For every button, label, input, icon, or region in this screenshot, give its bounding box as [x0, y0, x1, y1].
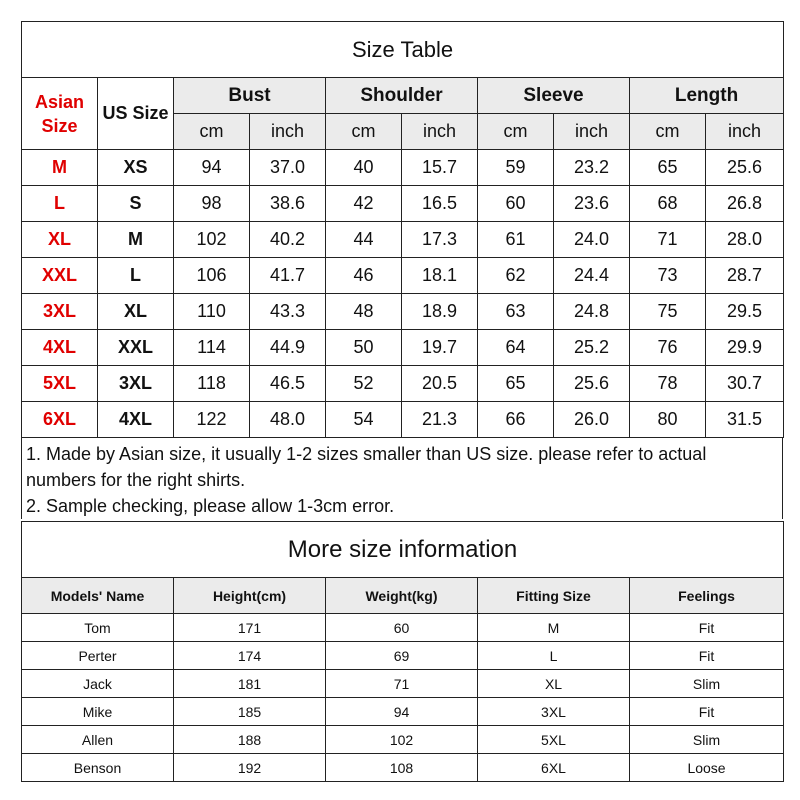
measurement-cell: 63: [478, 294, 554, 330]
measurement-cell: 29.5: [706, 294, 784, 330]
size-row: [22, 294, 784, 330]
measurement-cell: 18.9: [402, 294, 478, 330]
note-1: 1. Made by Asian size, it usually 1-2 sizes smaller than US size. please refer to actual numbers for the right shirts.: [26, 444, 707, 490]
measurement-cell: 118: [174, 366, 250, 402]
weight-cell: 94: [326, 698, 478, 726]
measurement-cell: 41.7: [250, 258, 326, 294]
measurement-cell: 28.0: [706, 222, 784, 258]
measurement-cell: 24.8: [554, 294, 630, 330]
asian-size-cell: 6XL: [22, 402, 98, 438]
height-cell: 188: [174, 726, 326, 754]
fitting-size-cell: M: [478, 614, 630, 642]
measurement-cell: 23.6: [554, 186, 630, 222]
measurement-cell: 44: [326, 222, 402, 258]
feeling-cell: Fit: [630, 614, 784, 642]
size-row: [22, 150, 784, 186]
feeling-cell: Fit: [630, 698, 784, 726]
model-name-cell: Perter: [22, 642, 174, 670]
measurement-cell: 19.7: [402, 330, 478, 366]
weight-cell: 60: [326, 614, 478, 642]
height-cell: 171: [174, 614, 326, 642]
measurement-cell: 30.7: [706, 366, 784, 402]
bust-header: Bust: [174, 78, 326, 114]
size-row: [22, 222, 784, 258]
asian-size-cell: M: [22, 150, 98, 186]
fitting-size-cell: 5XL: [478, 726, 630, 754]
measurement-cell: 25.6: [554, 366, 630, 402]
measurement-cell: 65: [478, 366, 554, 402]
measurement-cell: 76: [630, 330, 706, 366]
unit-cm-header: cm: [630, 114, 706, 150]
measurement-cell: 106: [174, 258, 250, 294]
height-cell: 174: [174, 642, 326, 670]
size-table: [21, 21, 784, 438]
measurement-cell: 50: [326, 330, 402, 366]
height-cell: 185: [174, 698, 326, 726]
measurement-cell: 38.6: [250, 186, 326, 222]
measurement-cell: 44.9: [250, 330, 326, 366]
measurement-cell: 75: [630, 294, 706, 330]
weight-header: Weight(kg): [326, 578, 478, 614]
measurement-cell: 25.2: [554, 330, 630, 366]
asian-size-cell: XXL: [22, 258, 98, 294]
measurement-cell: 26.8: [706, 186, 784, 222]
measurement-cell: 54: [326, 402, 402, 438]
asian-size-cell: XL: [22, 222, 98, 258]
size-row: [22, 366, 784, 402]
us-size-cell: S: [98, 186, 174, 222]
asian-size-cell: L: [22, 186, 98, 222]
measurement-cell: 29.9: [706, 330, 784, 366]
model-row: [22, 642, 784, 670]
measurement-cell: 18.1: [402, 258, 478, 294]
asian-size-header: Asian Size: [22, 78, 98, 150]
measurement-cell: 48.0: [250, 402, 326, 438]
measurement-cell: 21.3: [402, 402, 478, 438]
measurement-cell: 24.0: [554, 222, 630, 258]
fitting-size-cell: L: [478, 642, 630, 670]
weight-cell: 71: [326, 670, 478, 698]
model-row: [22, 670, 784, 698]
size-row: [22, 402, 784, 438]
unit-cm-header: cm: [326, 114, 402, 150]
model-name-cell: Benson: [22, 754, 174, 782]
measurement-cell: 65: [630, 150, 706, 186]
model-name-cell: Allen: [22, 726, 174, 754]
us-size-cell: M: [98, 222, 174, 258]
measurement-cell: 28.7: [706, 258, 784, 294]
more-size-info-table: [21, 521, 784, 782]
size-table-title: Size Table: [22, 22, 784, 78]
unit-cm-header: cm: [478, 114, 554, 150]
measurement-cell: 102: [174, 222, 250, 258]
model-row: [22, 726, 784, 754]
feeling-cell: Loose: [630, 754, 784, 782]
feeling-cell: Slim: [630, 726, 784, 754]
measurement-cell: 43.3: [250, 294, 326, 330]
more-info-title: More size information: [22, 522, 784, 578]
fitting-size-cell: XL: [478, 670, 630, 698]
measurement-cell: 25.6: [706, 150, 784, 186]
us-size-cell: 3XL: [98, 366, 174, 402]
measurement-cell: 60: [478, 186, 554, 222]
measurement-cell: 37.0: [250, 150, 326, 186]
measurement-cell: 80: [630, 402, 706, 438]
unit-cm-header: cm: [174, 114, 250, 150]
feeling-cell: Slim: [630, 670, 784, 698]
measurement-cell: 23.2: [554, 150, 630, 186]
measurement-cell: 94: [174, 150, 250, 186]
model-name-cell: Tom: [22, 614, 174, 642]
measurement-cell: 114: [174, 330, 250, 366]
measurement-cell: 20.5: [402, 366, 478, 402]
measurement-cell: 48: [326, 294, 402, 330]
model-name-cell: Mike: [22, 698, 174, 726]
sleeve-header: Sleeve: [478, 78, 630, 114]
measurement-cell: 68: [630, 186, 706, 222]
fitting-size-cell: 6XL: [478, 754, 630, 782]
height-cell: 192: [174, 754, 326, 782]
asian-size-cell: 5XL: [22, 366, 98, 402]
measurement-cell: 24.4: [554, 258, 630, 294]
asian-size-cell: 3XL: [22, 294, 98, 330]
weight-cell: 102: [326, 726, 478, 754]
measurement-cell: 42: [326, 186, 402, 222]
unit-inch-header: inch: [402, 114, 478, 150]
unit-inch-header: inch: [706, 114, 784, 150]
unit-inch-header: inch: [554, 114, 630, 150]
measurement-cell: 26.0: [554, 402, 630, 438]
measurement-cell: 61: [478, 222, 554, 258]
model-row: [22, 614, 784, 642]
weight-cell: 69: [326, 642, 478, 670]
measurement-cell: 64: [478, 330, 554, 366]
size-row: [22, 258, 784, 294]
measurement-cell: 46.5: [250, 366, 326, 402]
unit-inch-header: inch: [250, 114, 326, 150]
model-name-cell: Jack: [22, 670, 174, 698]
length-header: Length: [630, 78, 784, 114]
us-size-cell: XXL: [98, 330, 174, 366]
measurement-cell: 46: [326, 258, 402, 294]
measurement-cell: 15.7: [402, 150, 478, 186]
feeling-cell: Fit: [630, 642, 784, 670]
height-header: Height(cm): [174, 578, 326, 614]
measurement-cell: 66: [478, 402, 554, 438]
height-cell: 181: [174, 670, 326, 698]
models-name-header: Models' Name: [22, 578, 174, 614]
us-size-cell: XL: [98, 294, 174, 330]
size-row: [22, 186, 784, 222]
us-size-cell: L: [98, 258, 174, 294]
fitting-size-header: Fitting Size: [478, 578, 630, 614]
shoulder-header: Shoulder: [326, 78, 478, 114]
measurement-cell: 59: [478, 150, 554, 186]
measurement-cell: 98: [174, 186, 250, 222]
measurement-cell: 17.3: [402, 222, 478, 258]
measurement-cell: 40.2: [250, 222, 326, 258]
us-size-cell: XS: [98, 150, 174, 186]
measurement-cell: 40: [326, 150, 402, 186]
measurement-cell: 16.5: [402, 186, 478, 222]
model-row: [22, 698, 784, 726]
measurement-cell: 52: [326, 366, 402, 402]
measurement-cell: 73: [630, 258, 706, 294]
size-row: [22, 330, 784, 366]
measurement-cell: 78: [630, 366, 706, 402]
measurement-cell: 110: [174, 294, 250, 330]
measurement-cell: 62: [478, 258, 554, 294]
measurement-cell: 71: [630, 222, 706, 258]
measurement-cell: 31.5: [706, 402, 784, 438]
feelings-header: Feelings: [630, 578, 784, 614]
measurement-cell: 122: [174, 402, 250, 438]
asian-size-cell: 4XL: [22, 330, 98, 366]
us-size-header: US Size: [98, 78, 174, 150]
us-size-cell: 4XL: [98, 402, 174, 438]
weight-cell: 108: [326, 754, 478, 782]
notes-section: [21, 437, 783, 519]
model-row: [22, 754, 784, 782]
fitting-size-cell: 3XL: [478, 698, 630, 726]
note-2: 2. Sample checking, please allow 1-3cm error.: [26, 496, 395, 516]
